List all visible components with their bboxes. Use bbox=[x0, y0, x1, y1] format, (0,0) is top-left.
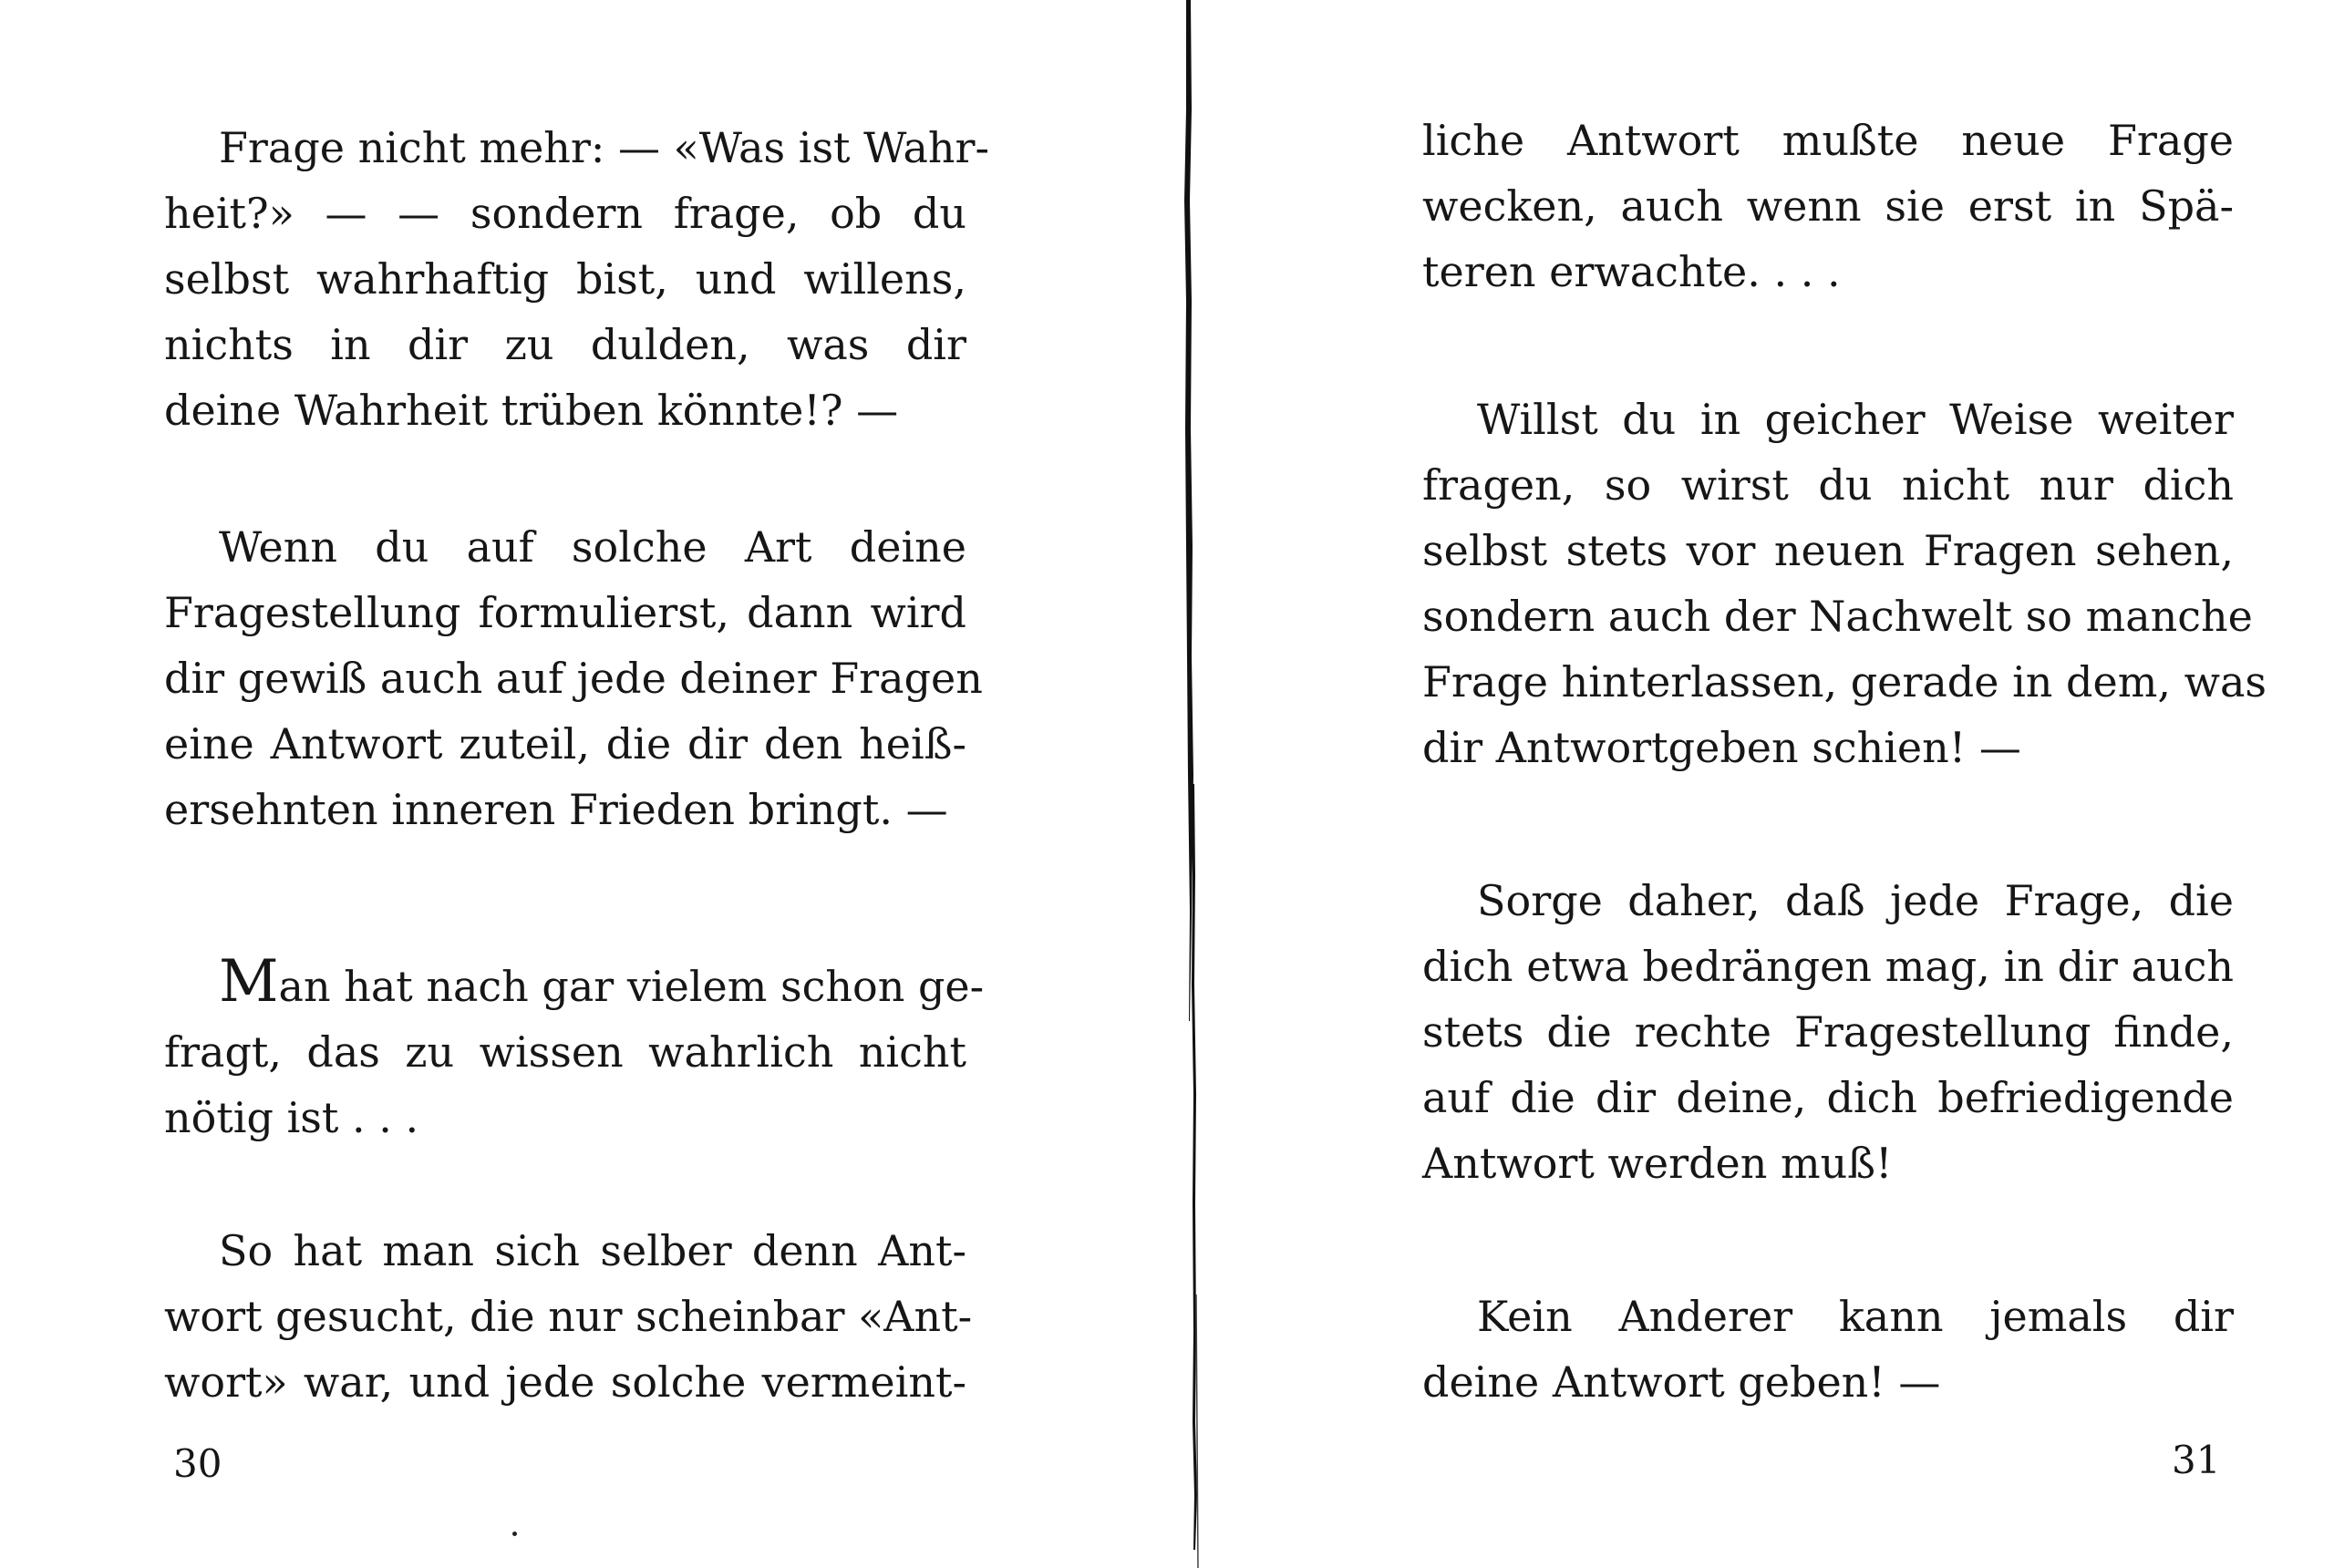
text-line: deine Antwort geben! — bbox=[1422, 1357, 1941, 1407]
text-line: eine Antwort zuteil, die dir den heiß- bbox=[164, 719, 966, 769]
text-line: nötig ist . . . bbox=[164, 1093, 419, 1142]
text-line: nichts in dir zu dulden, was dir bbox=[164, 320, 966, 369]
text-line: teren erwachte. . . . bbox=[1422, 247, 1841, 296]
text-line-rest: an hat nach gar vielem schon ge- bbox=[278, 962, 985, 1011]
text-line: Frage nicht mehr: — «Was ist Wahr- bbox=[219, 123, 990, 172]
text-line: So hat man sich selber denn Ant- bbox=[219, 1226, 966, 1275]
text-line: auf die dir deine, dich befriedigende bbox=[1422, 1073, 2234, 1122]
gutter-shadow-upper bbox=[1184, 0, 1193, 1021]
text-line: deine Wahrheit trüben könnte!? — bbox=[164, 386, 899, 435]
text-line: Frage hinterlassen, gerade in dem, was bbox=[1422, 657, 2267, 707]
page-number-left: 30 bbox=[173, 1441, 222, 1486]
text-line: Kein Anderer kann jemals dir bbox=[1477, 1292, 2234, 1341]
text-line: selbst wahrhaftig bist, und willens, bbox=[164, 254, 966, 304]
text-line: Fragestellung formulierst, dann wird bbox=[164, 588, 966, 637]
text-line: dir Antwortgeben schien! — bbox=[1422, 723, 2021, 772]
text-line: wort gesucht, die nur scheinbar «Ant- bbox=[164, 1292, 973, 1341]
text-line: Wenn du auf solche Art deine bbox=[219, 522, 966, 572]
book-gutter bbox=[1149, 0, 1222, 1568]
page-number-right: 31 bbox=[2172, 1438, 2221, 1482]
gutter-edge bbox=[1196, 1295, 1198, 1568]
text-line: fragen, so wirst du nicht nur dich bbox=[1422, 460, 2234, 510]
drop-cap: M bbox=[219, 948, 279, 1016]
text-line: wort» war, und jede solche vermeint- bbox=[164, 1357, 966, 1407]
text-line bbox=[164, 948, 985, 1019]
print-speck bbox=[512, 1532, 517, 1536]
text-line: fragt, das zu wissen wahrlich nicht bbox=[164, 1027, 966, 1077]
text-line: Antwort werden muß! bbox=[1422, 1139, 1893, 1188]
text-line: sondern auch der Nachwelt so manche bbox=[1422, 592, 2253, 641]
text-line: selbst stets vor neuen Fragen sehen, bbox=[1422, 526, 2234, 575]
text-line: liche Antwort mußte neue Frage bbox=[1422, 116, 2234, 165]
text-line: stets die rechte Fragestellung finde, bbox=[1422, 1007, 2234, 1057]
text-line: ersehnten inneren Frieden bringt. — bbox=[164, 785, 948, 834]
text-line: Willst du in geicher Weise weiter bbox=[1477, 395, 2234, 444]
text-line: dir gewiß auch auf jede deiner Fragen bbox=[164, 654, 983, 703]
text-line: wecken, auch wenn sie erst in Spä- bbox=[1422, 181, 2234, 231]
text-line: heit?» — — sondern frage, ob du bbox=[164, 189, 966, 238]
text-line: dich etwa bedrängen mag, in dir auch bbox=[1422, 942, 2234, 991]
text-line: Sorge daher, daß jede Frage, die bbox=[1477, 876, 2234, 925]
